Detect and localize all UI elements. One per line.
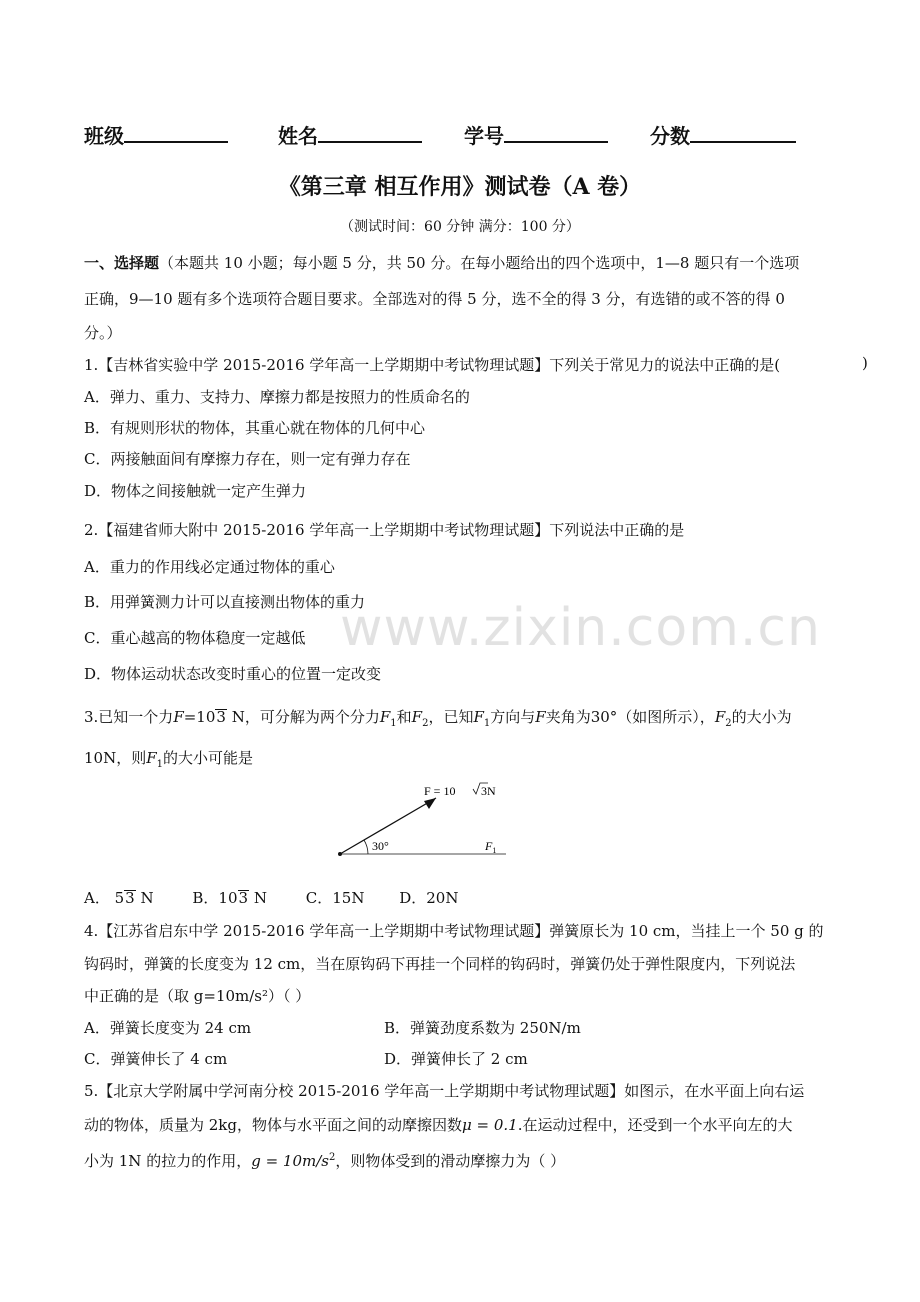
name-blank[interactable] [318,121,422,143]
q1-option-a[interactable]: A．弹力、重力、支持力、摩擦力都是按照力的性质命名的 [84,388,470,406]
friction-coefficient: μ = 0.1 [462,1116,518,1134]
score-field[interactable] [650,120,796,149]
q2-option-b[interactable]: B．用弹簧测力计可以直接测出物体的重力 [84,593,366,611]
score-blank[interactable] [690,121,796,143]
q5-line-1: 5.【北京大学附属中学河南分校 2015-2016 学年高一上学期期中考试物理试题】如图示，在水平面上向右运 [84,1082,805,1100]
angle-label: 30° [372,839,389,853]
force-label-radicand: 3N [481,784,496,798]
exam-subtitle: （测试时间：60 分钟 满分：100 分） [340,219,580,235]
id-label: 学号 [464,124,504,148]
q3-options [84,887,458,908]
q2-stem: 2.【福建省师大附中 2015-2016 学年高一上学期期中考试物理试题】下列说法中正确的是 [84,521,685,539]
q3-stem: 3.已知一个力F=103 N，可分解为两个分力$F_1$和$F_2$，已知$F_1$方向与F夹角为30°（如图所示），$F_2$的大小为 [84,708,792,729]
class-label: 班级 [84,124,124,148]
section-intro-text-1: （本题共 10 小题；每小题 5 分，共 50 分。在每小题给出的四个选项中，1—8 题只有一个选项 [159,254,800,272]
f1-label: $F_1$ [485,839,497,855]
origin-point [338,852,342,856]
id-blank[interactable] [504,121,608,143]
q3-option-c[interactable]: C．15N [305,889,365,907]
q4-line-3: 中正确的是（取 g=10m/s²）（ ） [84,987,311,1005]
q4-line-2: 钩码时，弹簧的长度变为 12 cm，当在原钩码下再挂一个同样的钩码时，弹簧仍处于弹性限度内，下列说法 [84,955,796,973]
q4-option-d[interactable]: D．弹簧伸长了 2 cm [384,1050,528,1068]
q4-option-b[interactable]: B．弹簧劲度系数为 250N/m [384,1019,581,1037]
watermark: www.zixin.com.cn [340,598,821,658]
section-intro-line-2: 正确，9—10 题有多个选项符合题目要求。全部选对的得 5 分，选不全的得 3 分，有选错的或不答的得 0 [84,290,785,308]
q1-paren-close: ) [862,354,868,372]
id-field[interactable] [464,120,608,149]
q3-option-a[interactable]: A． 53 N [84,889,154,907]
q5-line-3: 小为 1N 的拉力的作用，$g = 10m/s^2$，则物体受到的滑动摩擦力为（ ） [84,1152,566,1170]
q3-option-b[interactable]: B．103 N [192,889,267,907]
q4-option-a[interactable]: A．弹簧长度变为 24 cm [84,1019,252,1037]
q2-option-d[interactable]: D．物体运动状态改变时重心的位置一定改变 [84,665,382,683]
q2-option-c[interactable]: C．重心越高的物体稳度一定越低 [84,629,306,647]
q4-line-1: 4.【江苏省启东中学 2015-2016 学年高一上学期期中考试物理试题】弹簧原长为 10 cm，当挂上一个 50 g 的 [84,922,824,940]
q1-option-d[interactable]: D．物体之间接触就一定产生弹力 [84,482,307,500]
q4-option-c[interactable]: C．弹簧伸长了 4 cm [84,1050,228,1068]
angle-arc [364,840,368,854]
section-intro-line-3: 分。） [84,324,122,342]
force-label: F = 10 [424,784,456,798]
class-blank[interactable] [124,121,228,143]
arrow-head-icon [424,798,436,809]
q3-force-diagram [330,775,530,865]
name-label: 姓名 [278,124,318,148]
class-field[interactable] [84,120,228,149]
section-heading: 一、选择题 [84,254,160,272]
q5-line-2: 动的物体，质量为 2kg，物体与水平面之间的动摩擦因数μ = 0.1.在运动过程中，还受到一个水平向左的大 [84,1116,793,1134]
q3-stem-line2: 10N，则$F_1$的大小可能是 [84,749,254,770]
q1-option-c[interactable]: C．两接触面间有摩擦力存在，则一定有弹力存在 [84,450,411,468]
q1-stem: 1.【吉林省实验中学 2015-2016 学年高一上学期期中考试物理试题】下列关于常见力的说法中正确的是( [84,356,781,374]
gravity-value: g = 10m/s [251,1152,329,1170]
score-label: 分数 [650,124,690,148]
q3-option-d[interactable]: D．20N [399,889,459,907]
name-field[interactable] [278,120,422,149]
q2-option-a[interactable]: A．重力的作用线必定通过物体的重心 [84,558,335,576]
section-intro-line-1 [84,252,799,273]
q1-option-b[interactable]: B．有规则形状的物体，其重心就在物体的几何中心 [84,419,426,437]
exam-title: 《第三章 相互作用》测试卷（A 卷） [278,174,642,200]
